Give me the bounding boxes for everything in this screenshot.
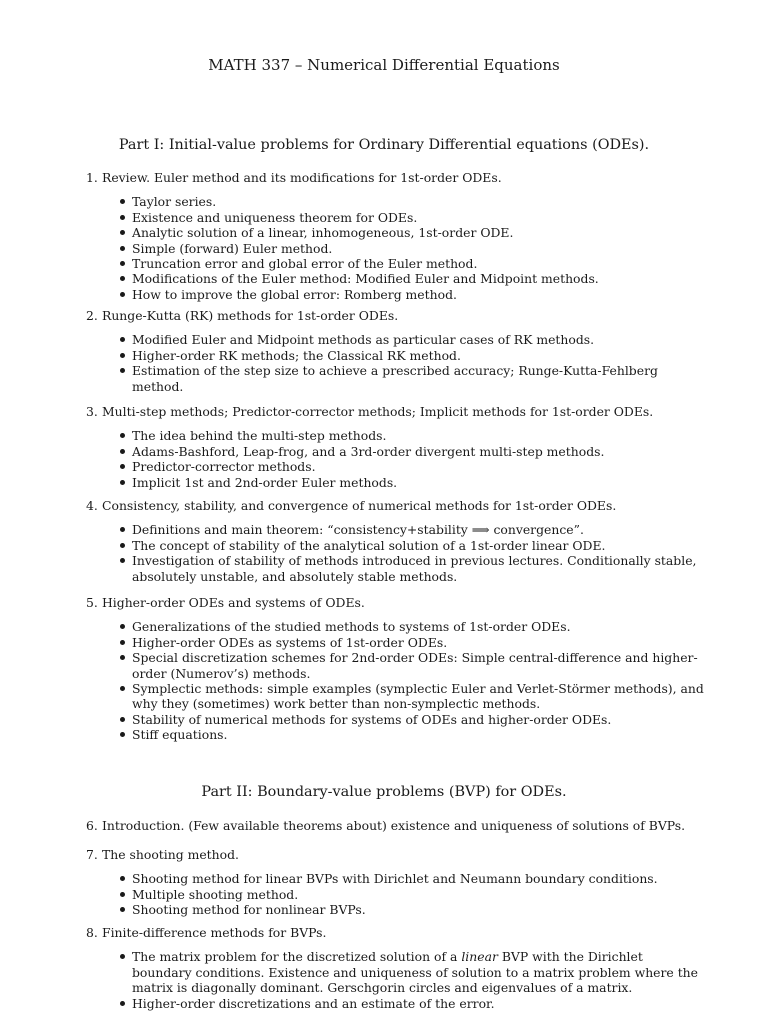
list-item: Analytic solution of a linear, inhomogeneous, 1st-order ODE.: [118, 225, 706, 240]
list-item: Symplectic methods: simple examples (symplectic Euler and Verlet-Störmer methods), and why they (sometimes) work better than non-symplectic methods.: [118, 681, 706, 712]
section-heading: [86, 595, 706, 610]
section-5: [86, 595, 706, 743]
list-item: Higher-order RK methods; the Classical RK method.: [118, 348, 706, 363]
list-item: The concept of stability of the analytical solution of a 1st-order linear ODE.: [118, 538, 706, 553]
list-item: Predictor-corrector methods.: [118, 459, 706, 474]
bullet-list: [118, 522, 706, 584]
list-item: Implicit 1st and 2nd-order Euler methods.: [118, 475, 706, 490]
bullet-list: [118, 949, 706, 1011]
part-2-heading: Part II: Boundary-value problems (BVP) for ODEs.: [201, 784, 567, 800]
section-heading: [86, 498, 706, 513]
section-number: 6.: [86, 818, 98, 833]
list-item: Special discretization schemes for 2nd-order ODEs: Simple central-difference and higher-order (Numerov’s) methods.: [118, 650, 706, 681]
section-number: 7.: [86, 847, 98, 862]
section-title: Consistency, stability, and convergence of numerical methods for 1st-order ODEs.: [102, 498, 617, 513]
section-title: The shooting method.: [102, 847, 239, 862]
section-heading: [86, 847, 706, 862]
bullet-list: [118, 871, 706, 917]
section-title: Higher-order ODEs and systems of ODEs.: [102, 595, 365, 610]
list-item: The matrix problem for the discretized solution of a linear BVP with the Dirichlet boundary conditions. Existence and uniqueness of solution to a matrix problem where the matrix is diagonally dominant. Gerschgorin circles and eigenvalues of a matrix.: [118, 949, 706, 995]
section-heading: [86, 404, 706, 419]
list-item: Stiff equations.: [118, 727, 706, 742]
section-number: 2.: [86, 308, 98, 323]
list-item: Multiple shooting method.: [118, 887, 706, 902]
section-number: 5.: [86, 595, 98, 610]
section-number: 4.: [86, 498, 98, 513]
part-1-heading: Part I: Initial-value problems for Ordinary Differential equations (ODEs).: [118, 137, 650, 153]
section-title: Review. Euler method and its modifications for 1st-order ODEs.: [102, 170, 502, 185]
list-item: Adams-Bashford, Leap-frog, and a 3rd-order divergent multi-step methods.: [118, 444, 706, 459]
list-item: Generalizations of the studied methods to systems of 1st-order ODEs.: [118, 619, 706, 634]
section-4: [86, 498, 706, 584]
section-heading: [86, 170, 706, 185]
bullet-list: [118, 332, 706, 394]
list-item: Taylor series.: [118, 194, 706, 209]
section-2: [86, 308, 706, 394]
section-8: [86, 925, 706, 1011]
list-item: Simple (forward) Euler method.: [118, 241, 706, 256]
list-item: Higher-order discretizations and an estimate of the error.: [118, 996, 706, 1011]
section-7: [86, 847, 706, 918]
list-item: Modified Euler and Midpoint methods as particular cases of RK methods.: [118, 332, 706, 347]
list-item: How to improve the global error: Romberg method.: [118, 287, 706, 302]
list-item: Shooting method for nonlinear BVPs.: [118, 902, 706, 917]
bullet-list: [118, 428, 706, 490]
list-item: Modifications of the Euler method: Modified Euler and Midpoint methods.: [118, 271, 706, 286]
section-number: 1.: [86, 170, 98, 185]
section-number: 3.: [86, 404, 98, 419]
bullet-list: [118, 619, 706, 742]
list-item: Stability of numerical methods for systems of ODEs and higher-order ODEs.: [118, 712, 706, 727]
list-item: Truncation error and global error of the Euler method.: [118, 256, 706, 271]
page-title: MATH 337 – Numerical Differential Equations: [208, 56, 560, 74]
list-item: Higher-order ODEs as systems of 1st-order ODEs.: [118, 635, 706, 650]
list-item: Definitions and main theorem: “consistency+stability ⟹ convergence”.: [118, 522, 706, 537]
section-1: [86, 170, 706, 302]
section-title: Introduction. (Few available theorems about) existence and uniqueness of solutions of BVPs.: [102, 818, 686, 833]
section-title: Finite-difference methods for BVPs.: [102, 925, 327, 940]
list-item: Investigation of stability of methods introduced in previous lectures. Conditionally stable, absolutely unstable, and absolutely stable methods.: [118, 553, 706, 584]
section-title: Runge-Kutta (RK) methods for 1st-order ODEs.: [102, 308, 399, 323]
section-heading: [86, 925, 706, 940]
section-number: 8.: [86, 925, 98, 940]
list-item: Estimation of the step size to achieve a prescribed accuracy; Runge-Kutta-Fehlberg method.: [118, 363, 706, 394]
section-title: Multi-step methods; Predictor-corrector methods; Implicit methods for 1st-order ODEs.: [102, 404, 654, 419]
section-heading: [86, 818, 706, 833]
list-item: Shooting method for linear BVPs with Dirichlet and Neumann boundary conditions.: [118, 871, 706, 886]
section-3: [86, 404, 706, 490]
list-item: Existence and uniqueness theorem for ODEs.: [118, 210, 706, 225]
bullet-list: [118, 194, 706, 302]
list-item: The idea behind the multi-step methods.: [118, 428, 706, 443]
section-6: [86, 818, 706, 833]
section-heading: [86, 308, 706, 323]
